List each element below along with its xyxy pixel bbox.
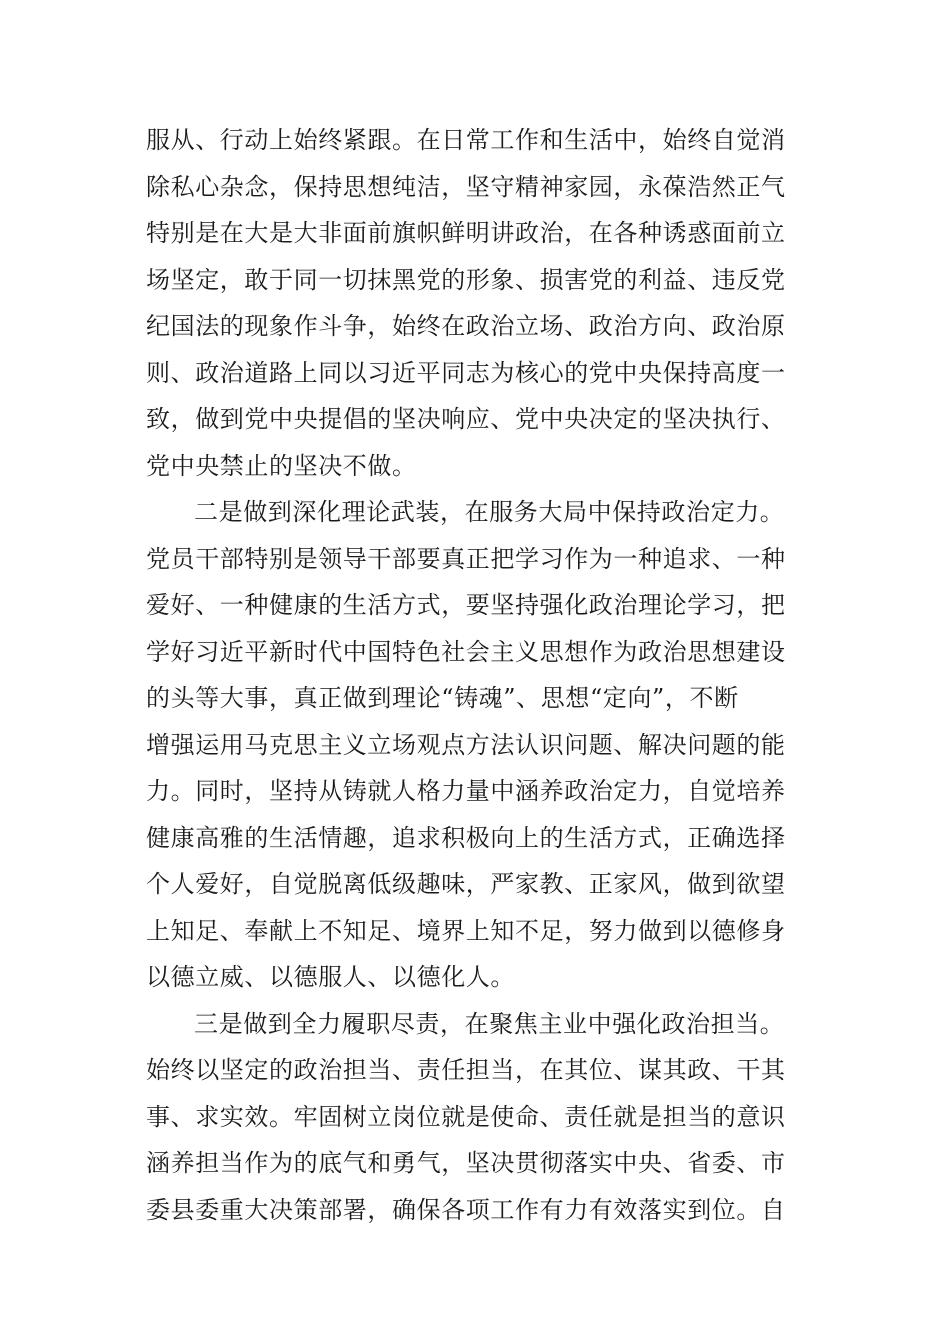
text-line: 纪国法的现象作斗争，始终在政治立场、政治方向、政治原	[146, 312, 786, 340]
text-line: 服从、行动上始终紧跟。在日常工作和生活中，始终自觉消	[146, 126, 786, 154]
paragraph-heading-line: 三是做到全力履职尽责，在聚焦主业中强化政治担当。	[194, 1009, 785, 1038]
text-line: 除私心杂念，保持思想纯洁，坚守精神家园，永葆浩然正气	[146, 172, 786, 201]
text-line: 力。同时，坚持从铸就人格力量中涵养政治定力，自觉培养	[146, 777, 786, 805]
text-line: 党员干部特别是领导干部要真正把学习作为一种追求、一种	[146, 544, 786, 573]
paragraph-two	[146, 489, 810, 1001]
text-line: 致，做到党中央提倡的坚决响应、党中央决定的坚决执行、	[146, 405, 786, 433]
text-line: 健康高雅的生活情趣，追求积极向上的生活方式，正确选择	[146, 823, 786, 852]
text-line: 上知足、奉献上不知足、境界上知不足，努力做到以德修身	[146, 916, 786, 945]
text-line: 增强运用马克思主义立场观点方法认识问题、解决问题的能	[146, 730, 786, 759]
text-line: 党中央禁止的坚决不做。	[146, 451, 417, 480]
text-line: 事、求实效。牢固树立岗位就是使命、责任就是担当的意识	[146, 1102, 786, 1131]
text-line: 学好习近平新时代中国特色社会主义思想作为政治思想建设	[146, 637, 786, 666]
paragraph-heading-line: 二是做到深化理论武装，在服务大局中保持政治定力。	[194, 498, 785, 526]
text-line: 的头等大事，真正做到理论“铸魂”、思想“定向”，不断	[146, 684, 739, 712]
text-line: 以德立威、以德服人、以德化人。	[146, 963, 515, 991]
text-line: 特别是在大是大非面前旗帜鲜明讲政治，在各种诱惑面前立	[146, 219, 786, 247]
text-line: 个人爱好，自觉脱离低级趣味，严家教、正家风，做到欲望	[146, 870, 786, 898]
paragraph-continued	[146, 117, 810, 489]
text-line: 委县委重大决策部署，确保各项工作有力有效落实到位。自	[146, 1195, 786, 1224]
text-line: 则、政治道路上同以习近平同志为核心的党中央保持高度一	[146, 358, 786, 387]
text-line: 始终以坚定的政治担当、责任担当，在其位、谋其政、干其	[146, 1056, 786, 1084]
text-line: 爱好、一种健康的生活方式，要坚持强化政治理论学习，把	[146, 591, 786, 619]
document-page	[146, 117, 810, 1233]
text-line: 涵养担当作为的底气和勇气，坚决贯彻落实中央、省委、市	[146, 1149, 786, 1177]
text-line: 场坚定，敢于同一切抹黑党的形象、损害党的利益、违反党	[146, 265, 786, 294]
paragraph-three	[146, 1001, 810, 1234]
